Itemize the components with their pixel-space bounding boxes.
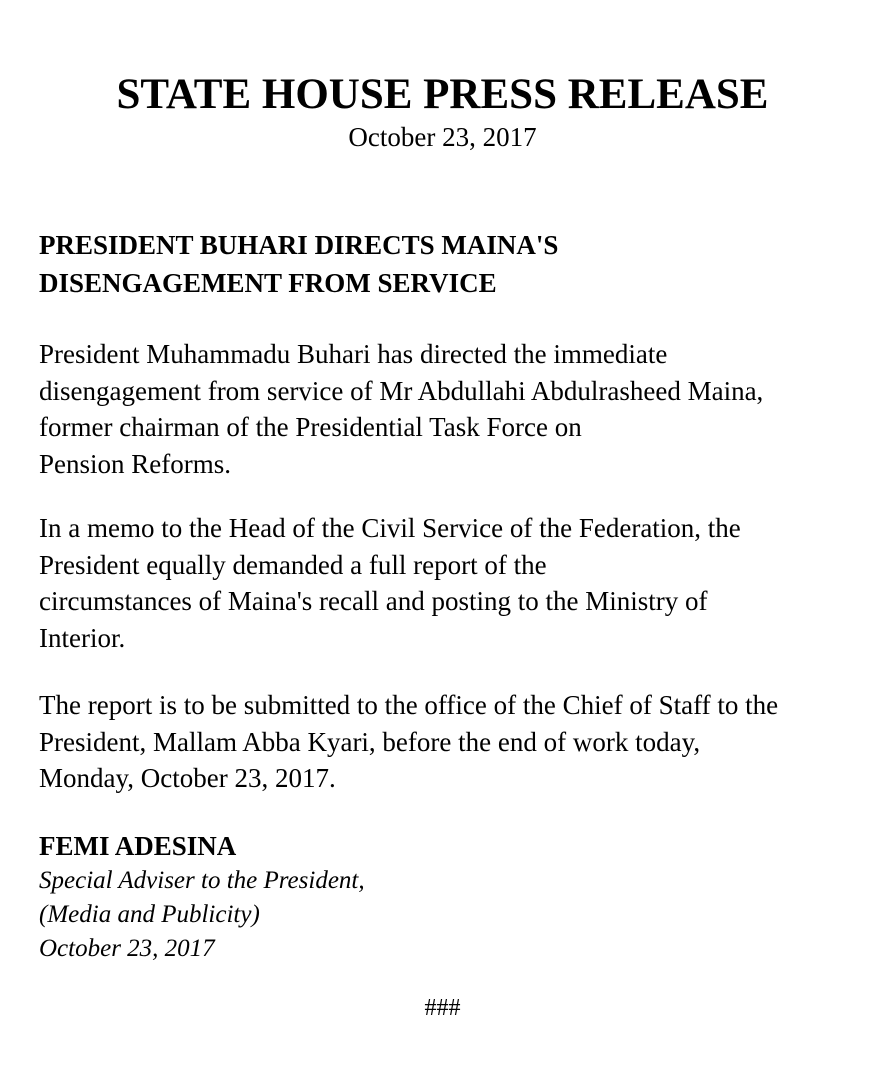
headline-line: PRESIDENT BUHARI DIRECTS MAINA'S	[39, 230, 559, 260]
signature-date: October 23, 2017	[39, 935, 215, 962]
paragraph-line: former chairman of the Presidential Task Force on	[39, 412, 582, 442]
paragraph-directive	[39, 336, 869, 482]
paragraph-line: Interior.	[39, 622, 126, 653]
paragraph-line: disengagement from service of Mr Abdullahi Abdulrasheed Maina,	[39, 375, 764, 406]
paragraph-line: In a memo to the Head of the Civil Service of the Federation, the	[39, 513, 741, 543]
paragraph-line: President equally demanded a full report of the	[39, 549, 547, 580]
paragraph-line: The report is to be submitted to the office of the Chief of Staff to the	[39, 690, 779, 720]
signatory-department: (Media and Publicity)	[39, 901, 260, 928]
headline-line: DISENGAGEMENT FROM SERVICE	[39, 268, 497, 298]
paragraph-memo	[39, 510, 869, 656]
paragraph-line: Pension Reforms.	[39, 448, 231, 479]
paragraph-report	[39, 687, 869, 797]
paragraph-line: President Muhammadu Buhari has directed the immediate	[39, 339, 668, 369]
document-title: STATE HOUSE PRESS RELEASE	[116, 71, 769, 118]
signatory-title: Special Adviser to the President,	[39, 867, 365, 894]
end-of-release-mark: ###	[424, 995, 461, 1021]
paragraph-line: Monday, October 23, 2017.	[39, 763, 336, 793]
signature-block	[39, 828, 639, 966]
paragraph-line: circumstances of Maina's recall and posting to the Ministry of	[39, 586, 708, 616]
headline	[39, 226, 859, 302]
document-date: October 23, 2017	[348, 122, 537, 152]
signatory-name: FEMI ADESINA	[39, 831, 237, 861]
paragraph-line: President, Mallam Abba Kyari, before the end of work today,	[39, 726, 701, 757]
